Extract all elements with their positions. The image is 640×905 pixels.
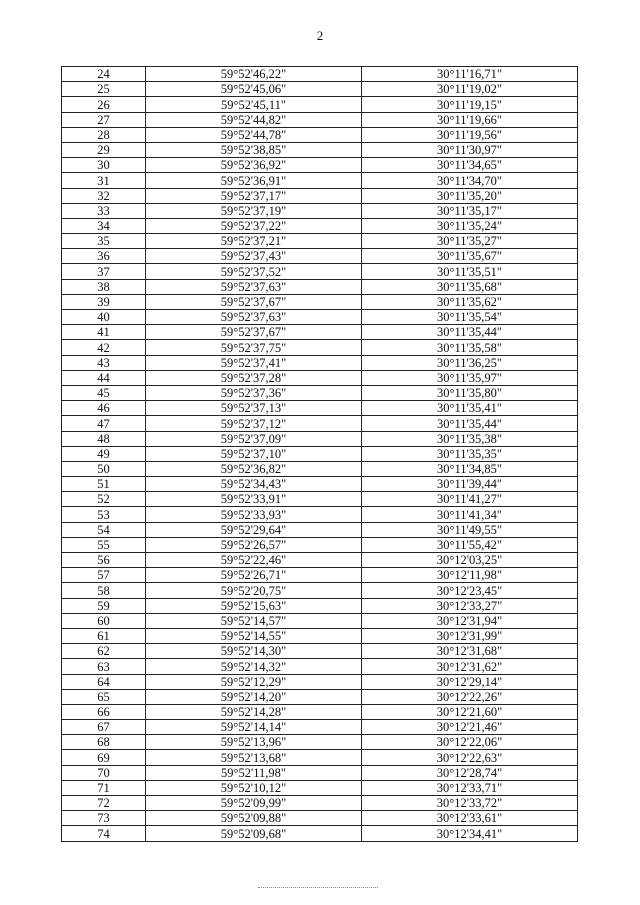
longitude-cell: 30°11'35,58" <box>362 340 578 355</box>
table-row <box>62 613 578 628</box>
longitude-cell: 30°11'55,42" <box>362 537 578 552</box>
longitude-cell: 30°11'35,27" <box>362 234 578 249</box>
table-row <box>62 689 578 704</box>
table-row <box>62 416 578 431</box>
table-row <box>62 553 578 568</box>
point-number-cell: 62 <box>62 644 146 659</box>
point-number-cell: 59 <box>62 598 146 613</box>
latitude-cell: 59°52'46,22" <box>146 67 362 82</box>
point-number-cell: 30 <box>62 158 146 173</box>
point-number-cell: 58 <box>62 583 146 598</box>
latitude-cell: 59°52'37,12" <box>146 416 362 431</box>
point-number-cell: 27 <box>62 112 146 127</box>
longitude-cell: 30°12'22,06" <box>362 735 578 750</box>
table-row <box>62 370 578 385</box>
longitude-cell: 30°11'19,02" <box>362 82 578 97</box>
table-row <box>62 279 578 294</box>
longitude-cell: 30°12'33,72" <box>362 796 578 811</box>
longitude-cell: 30°11'41,27" <box>362 492 578 507</box>
latitude-cell: 59°52'14,32" <box>146 659 362 674</box>
table-row <box>62 507 578 522</box>
longitude-cell: 30°11'35,20" <box>362 188 578 203</box>
longitude-cell: 30°12'23,45" <box>362 583 578 598</box>
point-number-cell: 33 <box>62 203 146 218</box>
latitude-cell: 59°52'33,91" <box>146 492 362 507</box>
point-number-cell: 68 <box>62 735 146 750</box>
table-row <box>62 401 578 416</box>
point-number-cell: 40 <box>62 310 146 325</box>
coordinates-table <box>61 66 578 842</box>
table-row <box>62 461 578 476</box>
longitude-cell: 30°11'35,44" <box>362 416 578 431</box>
table-row <box>62 720 578 735</box>
point-number-cell: 51 <box>62 477 146 492</box>
longitude-cell: 30°11'34,65" <box>362 158 578 173</box>
point-number-cell: 26 <box>62 97 146 112</box>
latitude-cell: 59°52'22,46" <box>146 553 362 568</box>
latitude-cell: 59°52'36,91" <box>146 173 362 188</box>
point-number-cell: 32 <box>62 188 146 203</box>
longitude-cell: 30°11'35,44" <box>362 325 578 340</box>
latitude-cell: 59°52'37,43" <box>146 249 362 264</box>
point-number-cell: 74 <box>62 826 146 841</box>
point-number-cell: 49 <box>62 446 146 461</box>
point-number-cell: 65 <box>62 689 146 704</box>
latitude-cell: 59°52'33,93" <box>146 507 362 522</box>
latitude-cell: 59°52'09,88" <box>146 811 362 826</box>
table-row <box>62 325 578 340</box>
latitude-cell: 59°52'13,68" <box>146 750 362 765</box>
longitude-cell: 30°11'35,35" <box>362 446 578 461</box>
table-row <box>62 431 578 446</box>
point-number-cell: 29 <box>62 142 146 157</box>
table-row <box>62 598 578 613</box>
point-number-cell: 24 <box>62 67 146 82</box>
latitude-cell: 59°52'38,85" <box>146 142 362 157</box>
latitude-cell: 59°52'14,28" <box>146 704 362 719</box>
table-row <box>62 340 578 355</box>
longitude-cell: 30°11'35,17" <box>362 203 578 218</box>
point-number-cell: 57 <box>62 568 146 583</box>
table-row <box>62 537 578 552</box>
point-number-cell: 46 <box>62 401 146 416</box>
longitude-cell: 30°11'49,55" <box>362 522 578 537</box>
point-number-cell: 37 <box>62 264 146 279</box>
point-number-cell: 55 <box>62 537 146 552</box>
latitude-cell: 59°52'15,63" <box>146 598 362 613</box>
latitude-cell: 59°52'37,41" <box>146 355 362 370</box>
longitude-cell: 30°11'35,38" <box>362 431 578 446</box>
table-row <box>62 82 578 97</box>
longitude-cell: 30°12'33,27" <box>362 598 578 613</box>
point-number-cell: 25 <box>62 82 146 97</box>
point-number-cell: 44 <box>62 370 146 385</box>
latitude-cell: 59°52'44,78" <box>146 127 362 142</box>
longitude-cell: 30°11'35,97" <box>362 370 578 385</box>
point-number-cell: 36 <box>62 249 146 264</box>
point-number-cell: 70 <box>62 765 146 780</box>
longitude-cell: 30°12'11,98" <box>362 568 578 583</box>
table-row <box>62 568 578 583</box>
latitude-cell: 59°52'37,36" <box>146 385 362 400</box>
latitude-cell: 59°52'13,96" <box>146 735 362 750</box>
table-row <box>62 674 578 689</box>
table-row <box>62 249 578 264</box>
table-row <box>62 811 578 826</box>
table-row <box>62 628 578 643</box>
table-row <box>62 796 578 811</box>
point-number-cell: 53 <box>62 507 146 522</box>
latitude-cell: 59°52'37,28" <box>146 370 362 385</box>
table-row <box>62 492 578 507</box>
table-row <box>62 294 578 309</box>
longitude-cell: 30°11'19,66" <box>362 112 578 127</box>
longitude-cell: 30°12'22,26" <box>362 689 578 704</box>
longitude-cell: 30°12'31,99" <box>362 628 578 643</box>
longitude-cell: 30°11'39,44" <box>362 477 578 492</box>
latitude-cell: 59°52'45,06" <box>146 82 362 97</box>
point-number-cell: 66 <box>62 704 146 719</box>
table-row <box>62 127 578 142</box>
latitude-cell: 59°52'37,09" <box>146 431 362 446</box>
table-row <box>62 477 578 492</box>
point-number-cell: 31 <box>62 173 146 188</box>
longitude-cell: 30°11'34,70" <box>362 173 578 188</box>
point-number-cell: 52 <box>62 492 146 507</box>
point-number-cell: 48 <box>62 431 146 446</box>
latitude-cell: 59°52'14,55" <box>146 628 362 643</box>
point-number-cell: 56 <box>62 553 146 568</box>
latitude-cell: 59°52'14,14" <box>146 720 362 735</box>
longitude-cell: 30°11'35,24" <box>362 218 578 233</box>
latitude-cell: 59°52'37,52" <box>146 264 362 279</box>
longitude-cell: 30°11'35,41" <box>362 401 578 416</box>
longitude-cell: 30°11'19,15" <box>362 97 578 112</box>
longitude-cell: 30°12'22,63" <box>362 750 578 765</box>
point-number-cell: 45 <box>62 385 146 400</box>
table-row <box>62 158 578 173</box>
point-number-cell: 63 <box>62 659 146 674</box>
table-row <box>62 234 578 249</box>
point-number-cell: 61 <box>62 628 146 643</box>
table-row <box>62 173 578 188</box>
point-number-cell: 54 <box>62 522 146 537</box>
footer-divider <box>258 887 378 888</box>
table-row <box>62 97 578 112</box>
longitude-cell: 30°11'35,51" <box>362 264 578 279</box>
point-number-cell: 60 <box>62 613 146 628</box>
latitude-cell: 59°52'36,82" <box>146 461 362 476</box>
table-row <box>62 310 578 325</box>
latitude-cell: 59°52'37,19" <box>146 203 362 218</box>
latitude-cell: 59°52'26,71" <box>146 568 362 583</box>
point-number-cell: 64 <box>62 674 146 689</box>
latitude-cell: 59°52'37,63" <box>146 310 362 325</box>
latitude-cell: 59°52'34,43" <box>146 477 362 492</box>
point-number-cell: 42 <box>62 340 146 355</box>
latitude-cell: 59°52'20,75" <box>146 583 362 598</box>
longitude-cell: 30°11'19,56" <box>362 127 578 142</box>
longitude-cell: 30°12'31,68" <box>362 644 578 659</box>
point-number-cell: 69 <box>62 750 146 765</box>
point-number-cell: 47 <box>62 416 146 431</box>
latitude-cell: 59°52'44,82" <box>146 112 362 127</box>
point-number-cell: 35 <box>62 234 146 249</box>
longitude-cell: 30°11'41,34" <box>362 507 578 522</box>
latitude-cell: 59°52'37,17" <box>146 188 362 203</box>
point-number-cell: 73 <box>62 811 146 826</box>
longitude-cell: 30°12'03,25" <box>362 553 578 568</box>
point-number-cell: 39 <box>62 294 146 309</box>
latitude-cell: 59°52'37,67" <box>146 294 362 309</box>
latitude-cell: 59°52'26,57" <box>146 537 362 552</box>
longitude-cell: 30°11'34,85" <box>362 461 578 476</box>
latitude-cell: 59°52'37,13" <box>146 401 362 416</box>
table-row <box>62 826 578 841</box>
latitude-cell: 59°52'10,12" <box>146 780 362 795</box>
latitude-cell: 59°52'29,64" <box>146 522 362 537</box>
table-row <box>62 67 578 82</box>
longitude-cell: 30°12'29,14" <box>362 674 578 689</box>
longitude-cell: 30°12'33,61" <box>362 811 578 826</box>
longitude-cell: 30°12'31,94" <box>362 613 578 628</box>
table-row <box>62 218 578 233</box>
point-number-cell: 28 <box>62 127 146 142</box>
longitude-cell: 30°11'35,54" <box>362 310 578 325</box>
longitude-cell: 30°12'31,62" <box>362 659 578 674</box>
point-number-cell: 41 <box>62 325 146 340</box>
latitude-cell: 59°52'36,92" <box>146 158 362 173</box>
latitude-cell: 59°52'45,11" <box>146 97 362 112</box>
table-row <box>62 264 578 279</box>
latitude-cell: 59°52'37,63" <box>146 279 362 294</box>
latitude-cell: 59°52'14,20" <box>146 689 362 704</box>
longitude-cell: 30°11'36,25" <box>362 355 578 370</box>
latitude-cell: 59°52'37,22" <box>146 218 362 233</box>
table-row <box>62 188 578 203</box>
table-row <box>62 644 578 659</box>
point-number-cell: 38 <box>62 279 146 294</box>
latitude-cell: 59°52'37,21" <box>146 234 362 249</box>
table-row <box>62 704 578 719</box>
latitude-cell: 59°52'09,99" <box>146 796 362 811</box>
longitude-cell: 30°11'35,67" <box>362 249 578 264</box>
point-number-cell: 34 <box>62 218 146 233</box>
table-row <box>62 583 578 598</box>
point-number-cell: 67 <box>62 720 146 735</box>
latitude-cell: 59°52'14,57" <box>146 613 362 628</box>
longitude-cell: 30°12'34,41" <box>362 826 578 841</box>
table-row <box>62 735 578 750</box>
longitude-cell: 30°11'35,68" <box>362 279 578 294</box>
table-row <box>62 659 578 674</box>
point-number-cell: 43 <box>62 355 146 370</box>
coordinates-table-body <box>62 67 578 842</box>
latitude-cell: 59°52'09,68" <box>146 826 362 841</box>
longitude-cell: 30°11'35,80" <box>362 385 578 400</box>
table-row <box>62 750 578 765</box>
table-row <box>62 780 578 795</box>
table-row <box>62 142 578 157</box>
latitude-cell: 59°52'11,98" <box>146 765 362 780</box>
longitude-cell: 30°12'21,46" <box>362 720 578 735</box>
latitude-cell: 59°52'37,67" <box>146 325 362 340</box>
latitude-cell: 59°52'14,30" <box>146 644 362 659</box>
longitude-cell: 30°11'35,62" <box>362 294 578 309</box>
table-row <box>62 112 578 127</box>
latitude-cell: 59°52'37,75" <box>146 340 362 355</box>
latitude-cell: 59°52'37,10" <box>146 446 362 461</box>
point-number-cell: 71 <box>62 780 146 795</box>
point-number-cell: 72 <box>62 796 146 811</box>
point-number-cell: 50 <box>62 461 146 476</box>
table-row <box>62 385 578 400</box>
table-row <box>62 355 578 370</box>
table-row <box>62 522 578 537</box>
page-number: 2 <box>316 28 324 43</box>
longitude-cell: 30°12'28,74" <box>362 765 578 780</box>
table-row <box>62 446 578 461</box>
longitude-cell: 30°11'16,71" <box>362 67 578 82</box>
longitude-cell: 30°12'21,60" <box>362 704 578 719</box>
longitude-cell: 30°11'30,97" <box>362 142 578 157</box>
table-row <box>62 203 578 218</box>
table-row <box>62 765 578 780</box>
latitude-cell: 59°52'12,29" <box>146 674 362 689</box>
longitude-cell: 30°12'33,71" <box>362 780 578 795</box>
